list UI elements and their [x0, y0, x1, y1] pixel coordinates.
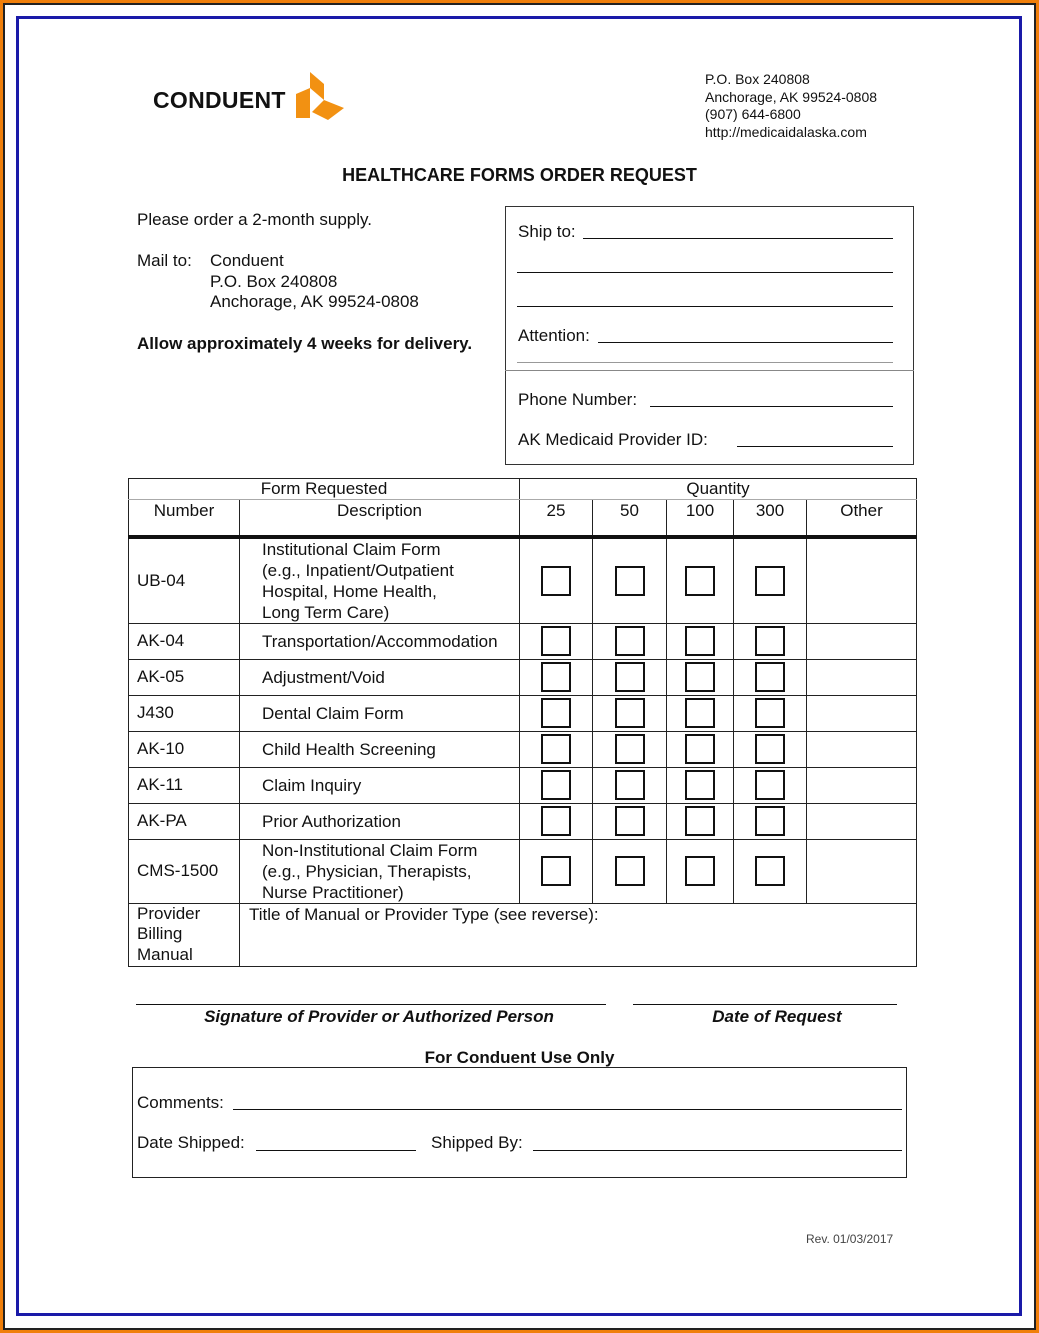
qty-50-checkbox[interactable] — [615, 698, 645, 728]
qty-25-checkbox[interactable] — [541, 566, 571, 596]
ship-to-field-3[interactable] — [517, 306, 893, 307]
qty-100-checkbox[interactable] — [685, 698, 715, 728]
qty-300-checkbox[interactable] — [755, 698, 785, 728]
qty-25-checkbox[interactable] — [541, 698, 571, 728]
qty-50-checkbox[interactable] — [615, 806, 645, 836]
qty-25-checkbox[interactable] — [541, 662, 571, 692]
quantity-header: Quantity — [520, 479, 917, 500]
form-description: Transportation/Accommodation — [240, 623, 520, 659]
table-row — [129, 659, 917, 695]
qty-300-checkbox[interactable] — [755, 770, 785, 800]
qty-100-checkbox[interactable] — [685, 626, 715, 656]
form-description: Child Health Screening — [240, 731, 520, 767]
table-row — [129, 767, 917, 803]
phone-label: Phone Number: — [518, 390, 638, 409]
website: http://medicaidalaska.com — [705, 123, 867, 140]
provider-id-label: AK Medicaid Provider ID: — [518, 430, 708, 449]
form-description: Prior Authorization — [240, 803, 520, 839]
other-header: Other — [807, 500, 917, 537]
attention-field[interactable] — [598, 342, 893, 343]
form-number: AK-04 — [129, 623, 240, 659]
office-use-box — [132, 1067, 907, 1178]
address-line: Anchorage, AK 99524-0808 — [705, 88, 878, 105]
other-quantity-field[interactable] — [807, 767, 917, 803]
divider — [517, 362, 893, 363]
description-header: Description — [240, 500, 520, 537]
date-shipped-label: Date Shipped: — [137, 1133, 245, 1152]
date-label: Date of Request — [712, 1007, 842, 1026]
mail-line: P.O. Box 240808 — [210, 271, 338, 291]
qty-50-checkbox[interactable] — [615, 662, 645, 692]
table-row — [129, 537, 917, 624]
qty-100-checkbox[interactable] — [685, 734, 715, 764]
qty-100-checkbox[interactable] — [685, 806, 715, 836]
form-title: HEALTHCARE FORMS ORDER REQUEST — [342, 165, 697, 185]
attention-label: Attention: — [518, 326, 590, 345]
form-number: J430 — [129, 695, 240, 731]
qty-25-checkbox[interactable] — [541, 806, 571, 836]
form-number: AK-PA — [129, 803, 240, 839]
qty-300-checkbox[interactable] — [755, 626, 785, 656]
qty-100-checkbox[interactable] — [685, 856, 715, 886]
other-quantity-field[interactable] — [807, 731, 917, 767]
phone-field[interactable] — [650, 406, 893, 407]
other-quantity-field[interactable] — [807, 537, 917, 624]
manual-label: Provider Billing Manual — [129, 903, 240, 966]
number-header: Number — [129, 500, 240, 537]
mail-line: Conduent — [210, 251, 284, 270]
qty-300-checkbox[interactable] — [755, 734, 785, 764]
date-line[interactable] — [633, 1004, 897, 1005]
qty-300-header: 300 — [734, 500, 807, 537]
revision-date: Rev. 01/03/2017 — [806, 1232, 894, 1246]
other-quantity-field[interactable] — [807, 803, 917, 839]
form-description: Dental Claim Form — [240, 695, 520, 731]
address-line: P.O. Box 240808 — [705, 71, 810, 87]
form-number: CMS-1500 — [129, 839, 240, 903]
qty-25-checkbox[interactable] — [541, 734, 571, 764]
qty-50-header: 50 — [593, 500, 667, 537]
conduent-logo-icon — [294, 70, 348, 122]
other-quantity-field[interactable] — [807, 695, 917, 731]
shipped-by-field[interactable] — [533, 1150, 902, 1151]
supply-note: Please order a 2-month supply. — [137, 210, 372, 229]
qty-50-checkbox[interactable] — [615, 626, 645, 656]
delivery-note: Allow approximately 4 weeks for delivery. — [137, 334, 473, 353]
logo: CONDUENT — [153, 87, 286, 113]
qty-25-checkbox[interactable] — [541, 626, 571, 656]
mail-label: Mail to: — [137, 251, 192, 270]
qty-50-checkbox[interactable] — [615, 734, 645, 764]
table-row — [129, 839, 917, 903]
other-quantity-field[interactable] — [807, 659, 917, 695]
form-number: AK-11 — [129, 767, 240, 803]
ship-to-label: Ship to: — [518, 222, 576, 241]
form-number: AK-10 — [129, 731, 240, 767]
qty-25-checkbox[interactable] — [541, 770, 571, 800]
form-number: UB-04 — [129, 537, 240, 624]
qty-50-checkbox[interactable] — [615, 566, 645, 596]
provider-id-field[interactable] — [737, 446, 893, 447]
table-row — [129, 731, 917, 767]
date-shipped-field[interactable] — [256, 1150, 416, 1151]
form-requested-header: Form Requested — [129, 479, 520, 500]
qty-300-checkbox[interactable] — [755, 566, 785, 596]
qty-100-checkbox[interactable] — [685, 770, 715, 800]
mail-address — [210, 251, 419, 313]
ship-to-field[interactable] — [583, 238, 893, 239]
qty-25-header: 25 — [520, 500, 593, 537]
qty-100-checkbox[interactable] — [685, 566, 715, 596]
qty-300-checkbox[interactable] — [755, 806, 785, 836]
table-row — [129, 695, 917, 731]
shipped-by-label: Shipped By: — [431, 1133, 523, 1152]
signature-line[interactable] — [136, 1004, 606, 1005]
qty-100-header: 100 — [667, 500, 734, 537]
table-row — [129, 623, 917, 659]
manual-description[interactable]: Title of Manual or Provider Type (see reverse): — [240, 903, 917, 966]
other-quantity-field[interactable] — [807, 839, 917, 903]
forms-table — [128, 478, 917, 967]
phone: (907) 644-6800 — [705, 106, 801, 122]
qty-300-checkbox[interactable] — [755, 856, 785, 886]
company-address — [705, 71, 877, 141]
qty-25-checkbox[interactable] — [541, 856, 571, 886]
other-quantity-field[interactable] — [807, 623, 917, 659]
qty-300-checkbox[interactable] — [755, 662, 785, 692]
comments-field[interactable] — [233, 1109, 902, 1110]
qty-50-checkbox[interactable] — [615, 770, 645, 800]
form-description: Claim Inquiry — [240, 767, 520, 803]
form-number: AK-05 — [129, 659, 240, 695]
form-description: Adjustment/Void — [240, 659, 520, 695]
form-description: Non-Institutional Claim Form (e.g., Physician, Therapists, Nurse Practitioner) — [240, 839, 520, 903]
comments-label: Comments: — [137, 1093, 224, 1112]
signature-label: Signature of Provider or Authorized Person — [204, 1007, 554, 1026]
table-row — [129, 803, 917, 839]
form-description: Institutional Claim Form (e.g., Inpatient/Outpatient Hospital, Home Health, Long Term Care) — [240, 537, 520, 624]
qty-100-checkbox[interactable] — [685, 662, 715, 692]
office-use-title: For Conduent Use Only — [424, 1048, 615, 1067]
ship-to-field-2[interactable] — [517, 272, 893, 273]
mail-line: Anchorage, AK 99524-0808 — [210, 292, 419, 311]
qty-50-checkbox[interactable] — [615, 856, 645, 886]
